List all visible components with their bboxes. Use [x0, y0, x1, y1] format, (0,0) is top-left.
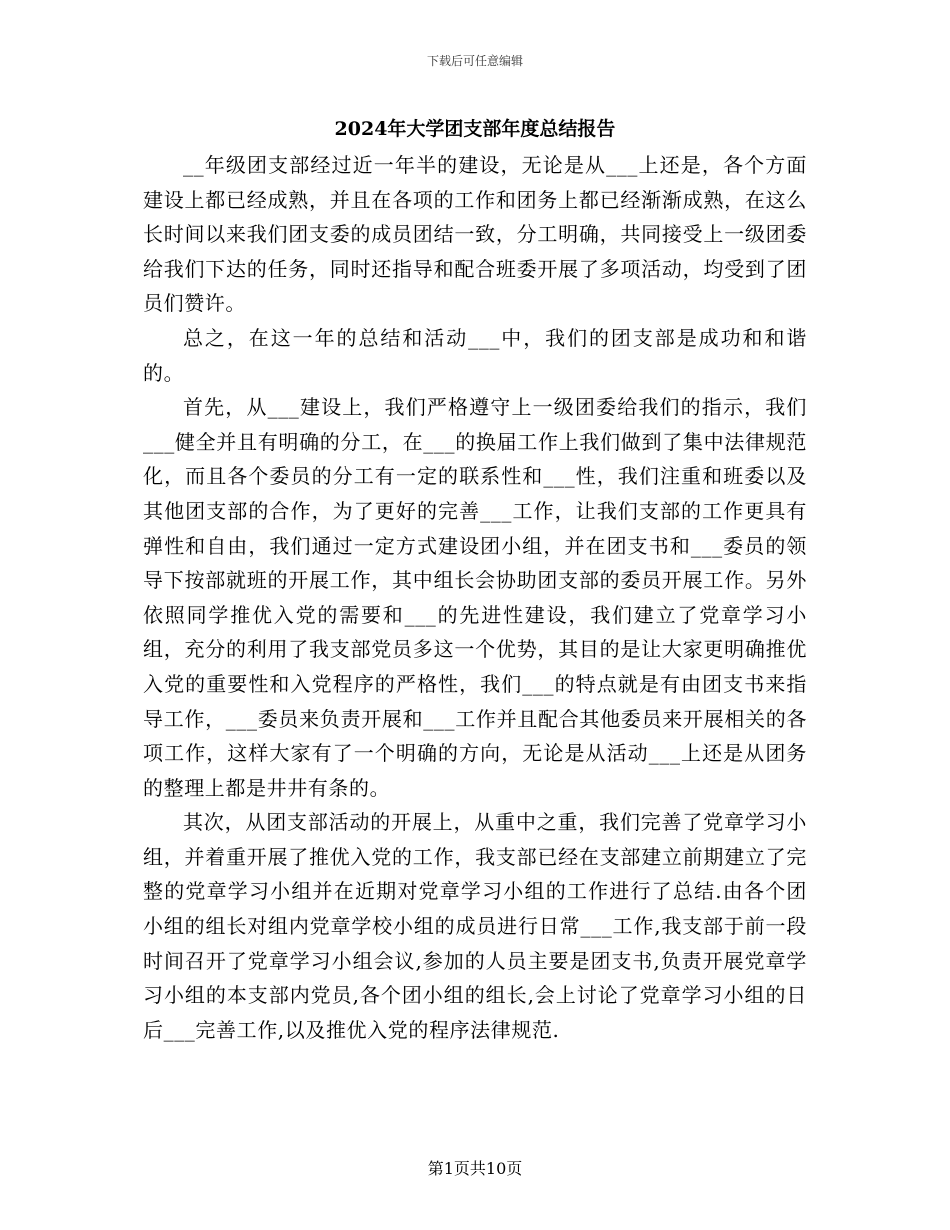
- paragraph-3: 首先，从___建设上，我们严格遵守上一级团委给我们的指示，我们___健全并且有明确的分工，在___的换届工作上我们做到了集中法律规范化，而且各个委员的分工有一定的联系性和___性，我们注重和班委以及其他团支部的合作，为了更好的完善___工作，让我们支部的工作更具有弹性和自由，我们通过一定方式建设团小组，并在团支书和___委员的领导下按部就班的开展工作，其中组长会协助团支部的委员开展工作。另外依照同学推优入党的需要和___的先进性建设，我们建立了党章学习小组，充分的利用了我支部党员多这一个优势，其目的是让大家更明确推优入党的重要性和入党程序的严格性，我们___的特点就是有由团支书来指导工作，___委员来负责开展和___工作并且配合其他委员来开展相关的各项工作，这样大家有了一个明确的方向，无论是从活动___上还是从团务的整理上都是井井有条的。: [143, 395, 807, 800]
- header-note: 下载后可任意编辑: [426, 54, 523, 68]
- paragraph-4: 其次，从团支部活动的开展上，从重中之重，我们完善了党章学习小组，并着重开展了推优入党的工作，我支部已经在支部建立前期建立了完整的党章学习小组并在近期对党章学习小组的工作进行了总结.由各个团小组的组长对组内党章学校小组的成员进行日常___工作,我支部于前一段时间召开了党章学习小组会议,参加的人员主要是团支书,负责开展党章学习小组的本支部内党员,各个团小组的组长,会上讨论了党章学习小组的日后___完善工作,以及推优入党的程序法律规范.: [143, 810, 807, 1042]
- document-body: [143, 148, 807, 1047]
- page-number-footer: 第1页共10页: [427, 1159, 523, 1178]
- paragraph-1: __年级团支部经过近一年半的建设，无论是从___上还是，各个方面建设上都已经成熟，并且在各项的工作和团务上都已经渐渐成熟，在这么长时间以来我们团支委的成员团结一致，分工明确，共同接受上一级团委给我们下达的任务，同时还指导和配合班委开展了多项活动，均受到了团员们赞许。: [143, 153, 807, 316]
- paragraph-2: 总之，在这一年的总结和活动___中，我们的团支部是成功和和谐的。: [143, 325, 807, 385]
- document-title: 2024年大学团支部年度总结报告: [334, 118, 616, 140]
